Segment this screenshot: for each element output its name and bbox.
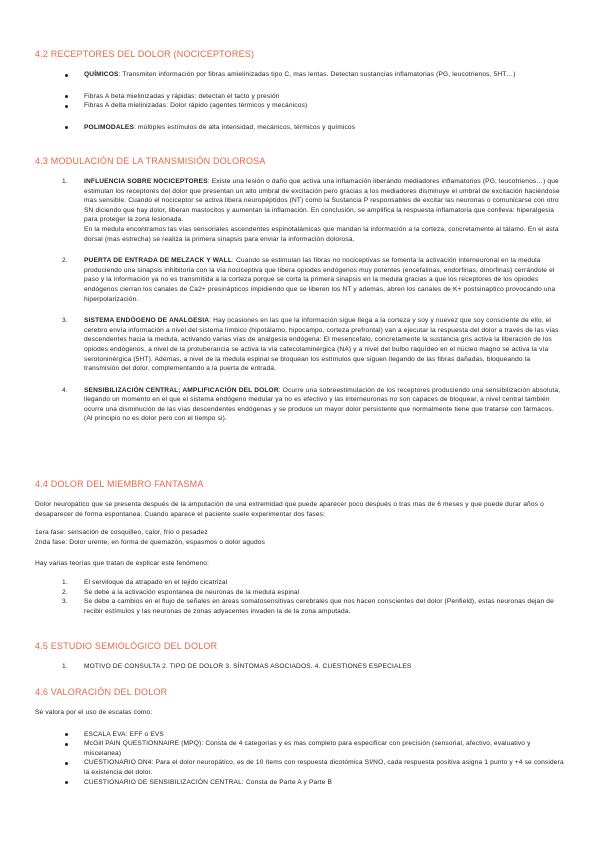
paragraph: Hay varias teorías que tratan de explicar este fenómeno: [35, 560, 210, 568]
theory-list [62, 578, 564, 616]
section-receptores [35, 48, 564, 132]
modulation-list [62, 177, 564, 424]
section-modulacion [35, 155, 564, 424]
paragraph: Dolor neuropático que se presenta después de la amputación de una extremidad que puede aparecer poco después o tras mas de 6 meses y que puede durar años o desaparecer de forma espontanea. Cuando aparece el paciente suele experimentar dos fases: [35, 501, 544, 518]
list-item: 1. MOTIVO DE CONSULTA 2. TIPO DE DOLOR 3. SÍNTOMAS ASOCIADOS. 4. CUESTIONES ESPECIALES [62, 663, 412, 670]
section-miembro-fantasma [35, 478, 564, 616]
phase-line: 1era fase: sensación de cosquilleo, calor, frío o pesadez [35, 529, 208, 537]
semiology-list [62, 662, 564, 672]
list-item: QUÍMICOS: Transmiten información por fibras amielinizadas tipo C, mas lentas. Detectan sustancias inflamatorias (PG, leucotrienos, 5HT…) [62, 70, 564, 80]
list-item: POLIMODALES: múltiples estímulos de alta intensidad, mecánicos, térmicos y químicos [62, 123, 564, 133]
scale-list [62, 730, 564, 788]
section-heading: 4.2 RECEPTORES DEL DOLOR (NOCICEPTORES) [35, 49, 255, 59]
section-estudio-semiologico [35, 640, 564, 672]
list-item: 1. El serviloque da atrapado en el tejido cicatrizal [62, 578, 228, 586]
receptor-list [62, 70, 564, 132]
section-heading: 4.3 MODULACIÓN DE LA TRANSMISIÓN DOLOROSA [35, 156, 266, 166]
list-item: 3. Se debe a cambios en el flujo de señales en áreas somatosensitivas cerebrales que nos hacen conscientes del dolor (Penfield), estas neuronas dejan de recibir estímulos y las neuronas de zonas adyacentes invaden la de la zona amputada. [62, 598, 554, 615]
list-item: CUESTIONARIO DN4: Para el dolor neuropático, es de 10 ítems con respuesta dicotómica SI/NO, cada respuesta positiva asigna 1 punto y +4 se considera la existencia del dolor. [62, 758, 564, 777]
list-item: Fibras A delta mielinizadas: Dolor rápido (agentes térmicos y mecánicos) [62, 101, 564, 111]
list-item: McGill PAIN QUESTIONNAIRE (MPQ): Consta de 4 categorías y es mas completo para especificar con precisión (sensorial, afectivo, evaluativo y miscelanea) [62, 739, 564, 758]
section-heading: 4.6 VALORACIÓN DEL DOLOR [35, 687, 168, 697]
list-item: 1. INFLUENCIA SOBRE NOCICEPTORES: Existe una lesión o daño que activa una inflamación liberando mediadores inflamatorios (PG, leucotrienos…) que estimulan los receptores del dolor que presentan un alto umbral de excitación pero gracias a los mediadores disminuye el umbral de excitación haciéndose mas sensible. Cuando el nociceptor se activa libera neuropéptidos (NT) como la Sustancia P responsables de excitar las neuronas o comunicarse con otro SN diciendo que hay dolor, liberan mastocitos y aumentan la inflamación. En conclusión, se amplifica la respuesta inflamatoria que conlleva: hiperalgesia para proteger la zona lesionada. En la medula encontramos las vías sensoriales ascendentes espinotalámicas que mandan la información a la corteza, concretamente al tálamo. En el asta dorsal (mas estrecha) se realiza la primera sinapsis para enviar la información dolorosa. [62, 178, 560, 243]
paragraph: Se valora por el uso de escalas como: [35, 709, 153, 716]
section-heading: 4.4 DOLOR DEL MIEMBRO FANTASMA [35, 479, 204, 489]
phase-line: 2nda fase: Dolor urente, en forma de quemazón, espasmos o dolor agudos [35, 538, 266, 546]
list-item: 2. PUERTA DE ENTRADA DE MELZACK Y WALL: Cuando se estimulan las fibras no nociceptivas se fomenta la activación interneuronal en la medula produciendo una sinapsis inhibitoria con la vía nociceptiva que libera opiodes endógenos muy potentes (encefalinas, endorfinas, dinorfinas) cerrándole el paso y la información ya no es transmitida a la corteza porque se corta la primera sinapsis en la medula gracias a que los receptores de los opiodes endógenos cierran los canales de Ca2+ presinápticos impidiendo que se liberen los NT y ademas, abren los canales de K+ postsinaptico provocando una hiperpolarización. [62, 257, 556, 303]
list-item: 4. SENSIBILIZACIÓN CENTRAL; AMPLIFICACIÓN DEL DOLOR: Ocurre una sobreestimulación de los receptores produciendo una sensibilización absoluta, llegando un momento en el que el sistema endógeno medular ya no es efectivo y las interneuronas no son capaces de bloquear, a nivel central también ocurre una disminución de las vías descendentes endógenas y se produce un mayor dolor persistente que normalmente tiene que tratarse con fármacos. (Al principio no es dolor pero con el tiempo si). [62, 386, 561, 423]
list-item: CUESTIONARIO DE SENSIBILIZACIÓN CENTRAL: Consta de Parte A y Parte B [62, 778, 564, 788]
list-item: ESCALA EVA: EFF o EVS [62, 730, 564, 740]
section-valoracion [35, 686, 564, 787]
list-item: 2. Se debe a la activación espontanea de neuronas de la medula espinal [62, 588, 300, 596]
list-item: Fibras A beta mielinizadas y rápidas: detectan el tacto y presión [62, 92, 564, 102]
section-heading: 4.5 ESTUDIO SEMIOLÓGICO DEL DOLOR [35, 641, 218, 651]
list-item: 3. SISTEMA ENDÓGENO DE ANALGESIA: Hay ocasiones en las que la información sigue llega a la corteza y soy y nuevez que soy consciente de ello, el cerebro envía información a nivel del sistema límbico (hipotálamo, hipocampo, corteza prefrontal) van a ejecutar la respuesta del dolor a través de las vías descendentes hacia la medula, activando varias vías de analgesia endógena: El mesencefalo, concretamente la sustancia gris activa la liberación de los opiodes endógenos, a nivel de la protuberancia se activa la vía catecolaminérgica (NA) y a nivel del bulbo raquídeo en el núcleo magno se activa la vía serotoninérgica (5HT). Ademas, a nivel de la medula espinal se bloquean los estímulos que siguen llegando de las fibras dañadas, bloqueando la transmisión del dolor, complementando a la puerta de entrada. [62, 317, 559, 373]
